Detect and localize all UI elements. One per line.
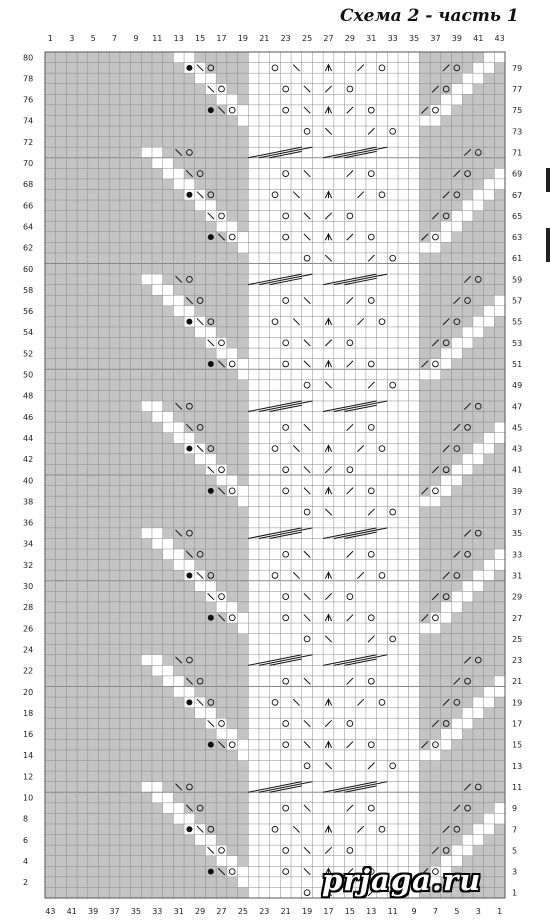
top-column-label: 21 xyxy=(259,34,270,43)
left-row-label: 66 xyxy=(23,201,34,211)
left-row-label: 46 xyxy=(23,412,34,422)
bottom-column-label: 35 xyxy=(130,907,142,916)
right-row-label: 35 xyxy=(512,529,523,539)
bobble-symbol xyxy=(186,192,192,198)
left-row-label: 24 xyxy=(23,645,34,655)
watermark-logo: prjaga.ru xyxy=(322,863,482,897)
top-column-label: 9 xyxy=(133,34,139,43)
left-row-label: 54 xyxy=(23,328,34,338)
left-row-label: 8 xyxy=(23,814,29,824)
bottom-column-label: 33 xyxy=(152,907,163,916)
left-row-label: 16 xyxy=(23,730,34,740)
left-row-label: 28 xyxy=(23,603,34,613)
bobble-symbol xyxy=(208,869,214,875)
top-column-label: 41 xyxy=(473,34,484,43)
right-row-label: 9 xyxy=(512,804,518,814)
left-row-label: 68 xyxy=(23,180,34,190)
right-row-label: 7 xyxy=(512,825,518,835)
top-column-label: 35 xyxy=(408,34,420,43)
left-row-label: 30 xyxy=(23,582,34,592)
right-row-label: 37 xyxy=(512,508,523,518)
chart-title: Схема 2 - часть 1 xyxy=(340,6,519,26)
left-row-label: 34 xyxy=(23,539,34,549)
right-row-label: 65 xyxy=(512,211,523,221)
right-row-label: 59 xyxy=(512,275,523,285)
bobble-symbol xyxy=(208,234,214,240)
right-row-label: 33 xyxy=(512,550,523,560)
bottom-column-label: 5 xyxy=(454,907,460,916)
left-row-label: 26 xyxy=(23,624,34,634)
bottom-column-label: 15 xyxy=(344,907,355,916)
bobble-symbol xyxy=(208,615,214,621)
right-row-label: 11 xyxy=(512,782,523,792)
right-row-label: 69 xyxy=(512,169,523,179)
left-row-label: 18 xyxy=(23,708,34,718)
right-row-label: 77 xyxy=(512,85,523,95)
right-row-label: 31 xyxy=(512,571,523,581)
right-row-label: 39 xyxy=(512,486,523,496)
left-row-label: 60 xyxy=(23,264,34,274)
right-row-label: 21 xyxy=(512,677,523,687)
left-row-label: 78 xyxy=(23,74,34,84)
bottom-column-label: 37 xyxy=(109,907,120,916)
right-row-label: 63 xyxy=(512,233,523,243)
bottom-column-label: 23 xyxy=(259,907,270,916)
left-row-label: 40 xyxy=(23,476,34,486)
right-row-label: 45 xyxy=(512,423,523,433)
top-column-label: 31 xyxy=(366,34,377,43)
left-row-label: 80 xyxy=(23,53,34,63)
right-row-label: 49 xyxy=(512,381,523,391)
bobble-symbol xyxy=(186,699,192,705)
left-row-label: 76 xyxy=(23,95,34,105)
right-row-label: 19 xyxy=(512,698,523,708)
left-row-label: 52 xyxy=(23,349,34,359)
top-column-label: 33 xyxy=(387,34,398,43)
right-row-label: 17 xyxy=(512,719,523,729)
bottom-column-label: 9 xyxy=(411,907,417,916)
right-row-label: 23 xyxy=(512,656,523,666)
bobble-symbol xyxy=(186,826,192,832)
top-column-label: 43 xyxy=(494,34,505,43)
right-row-label: 25 xyxy=(512,634,523,644)
right-row-label: 5 xyxy=(512,846,518,856)
top-column-label: 1 xyxy=(47,34,53,43)
right-row-label: 43 xyxy=(512,444,523,454)
left-row-label: 22 xyxy=(23,666,34,676)
left-row-label: 70 xyxy=(23,159,34,169)
top-column-label: 7 xyxy=(111,34,118,43)
top-column-label: 3 xyxy=(69,34,75,43)
bottom-column-label: 17 xyxy=(323,907,334,916)
top-column-label: 11 xyxy=(152,34,163,43)
bottom-column-label: 21 xyxy=(280,907,291,916)
left-row-label: 64 xyxy=(23,222,34,232)
bottom-column-label: 43 xyxy=(45,907,56,916)
left-row-label: 38 xyxy=(23,497,34,507)
bobble-symbol xyxy=(186,65,192,71)
right-row-label: 75 xyxy=(512,106,523,116)
bottom-column-label: 7 xyxy=(432,907,439,916)
right-row-label: 29 xyxy=(512,592,523,602)
right-row-label: 13 xyxy=(512,761,523,771)
left-row-label: 50 xyxy=(23,370,34,380)
right-row-label: 57 xyxy=(512,296,523,306)
left-row-label: 10 xyxy=(23,793,34,803)
bottom-column-label: 39 xyxy=(88,907,99,916)
top-column-label: 19 xyxy=(237,34,249,43)
bottom-column-label: 1 xyxy=(497,907,503,916)
bobble-symbol xyxy=(186,446,192,452)
left-row-label: 36 xyxy=(23,518,34,528)
right-row-label: 47 xyxy=(512,402,523,412)
bottom-column-label: 27 xyxy=(216,907,227,916)
left-row-label: 42 xyxy=(23,455,34,465)
bottom-column-label: 25 xyxy=(237,907,249,916)
bobble-symbol xyxy=(208,488,214,494)
right-row-label: 61 xyxy=(512,254,523,264)
right-row-label: 71 xyxy=(512,148,523,158)
bottom-column-label: 11 xyxy=(387,907,398,916)
right-row-label: 51 xyxy=(512,359,523,369)
left-row-label: 20 xyxy=(23,687,34,697)
left-row-label: 72 xyxy=(23,137,34,147)
bottom-column-label: 19 xyxy=(301,907,313,916)
right-row-label: 53 xyxy=(512,338,523,348)
top-column-label: 25 xyxy=(301,34,313,43)
top-column-label: 29 xyxy=(344,34,355,43)
left-row-label: 44 xyxy=(23,433,34,443)
bottom-column-label: 3 xyxy=(475,907,481,916)
bottom-column-label: 29 xyxy=(195,907,206,916)
bobble-symbol xyxy=(186,572,192,578)
top-column-label: 13 xyxy=(173,34,184,43)
right-row-label: 67 xyxy=(512,190,523,200)
left-row-label: 56 xyxy=(23,307,34,317)
right-row-label: 41 xyxy=(512,465,523,475)
top-column-label: 37 xyxy=(430,34,441,43)
left-row-label: 14 xyxy=(23,751,34,761)
right-row-label: 3 xyxy=(512,867,518,877)
left-row-label: 6 xyxy=(23,835,29,845)
bottom-column-label: 13 xyxy=(366,907,377,916)
right-row-label: 79 xyxy=(512,63,523,73)
right-row-label: 55 xyxy=(512,317,523,327)
left-row-label: 4 xyxy=(23,856,29,866)
bobble-symbol xyxy=(186,319,192,325)
left-row-label: 32 xyxy=(23,560,34,570)
left-row-label: 62 xyxy=(23,243,34,253)
top-column-label: 5 xyxy=(90,34,96,43)
bobble-symbol xyxy=(208,742,214,748)
left-row-label: 74 xyxy=(23,116,34,126)
left-row-label: 2 xyxy=(23,878,29,888)
left-row-label: 48 xyxy=(23,391,34,401)
bobble-symbol xyxy=(208,107,214,113)
chart-grid-lines xyxy=(45,52,505,898)
top-column-label: 23 xyxy=(280,34,291,43)
top-column-label: 15 xyxy=(195,34,206,43)
left-row-label: 58 xyxy=(23,285,34,295)
top-column-label: 27 xyxy=(323,34,334,43)
top-column-label: 17 xyxy=(216,34,227,43)
bobble-symbol xyxy=(208,361,214,367)
right-row-label: 73 xyxy=(512,127,523,137)
left-row-label: 12 xyxy=(23,772,34,782)
right-row-label: 15 xyxy=(512,740,523,750)
top-column-label: 39 xyxy=(451,34,462,43)
bottom-column-label: 31 xyxy=(173,907,184,916)
right-row-label: 1 xyxy=(512,888,518,898)
right-row-label: 27 xyxy=(512,613,523,623)
bottom-column-label: 41 xyxy=(66,907,77,916)
